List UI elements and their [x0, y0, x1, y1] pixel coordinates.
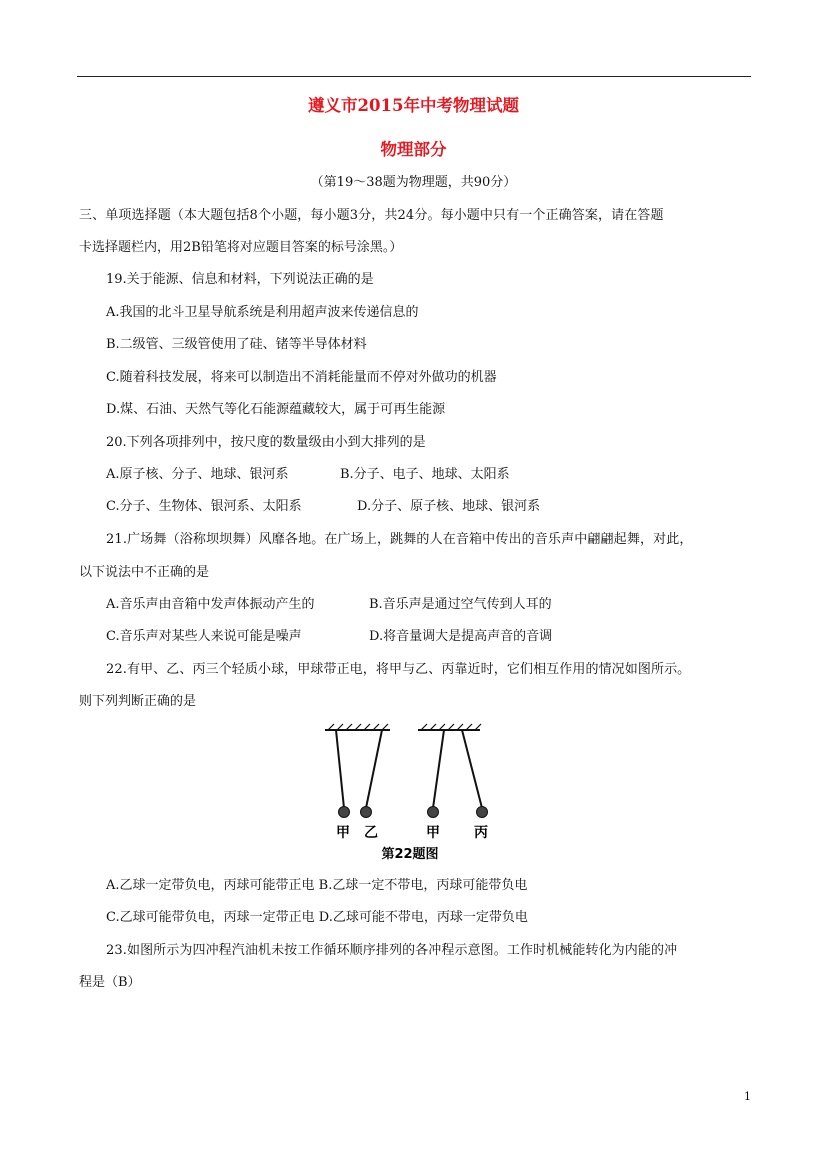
exam-title: 遵义市2015年中考物理试题 [308, 96, 519, 115]
ball-yi [361, 807, 372, 818]
q23-stem-line-2: 程是（B） [79, 975, 141, 990]
q22-stem-line-2: 则下列判断正确的是 [79, 694, 197, 709]
q19-option-a: A.我国的北斗卫星导航系统是利用超声波来传递信息的 [106, 305, 419, 320]
right-support-icon [418, 724, 481, 730]
q22-pendulum-figure [310, 718, 510, 868]
label-bing: 丙 [474, 825, 488, 841]
q22-stem-line-1: 22.有甲、乙、丙三个轻质小球，甲球带正电，将甲与乙、丙靠近时，它们相互作用的情况如图所示。 [106, 662, 691, 677]
page-number: 1 [744, 1090, 751, 1103]
q20-option-b: B.分子、电子、地球、太阳系 [340, 467, 510, 482]
label-jia-right: 甲 [426, 825, 440, 841]
label-jia-left: 甲 [336, 825, 350, 841]
left-support-icon [325, 724, 390, 730]
thread-bing [462, 730, 482, 808]
q21-option-b: B.音乐声是通过空气传到人耳的 [369, 597, 552, 612]
thread-jia-left [336, 730, 344, 808]
section-instruction-line-1: 三、单项选择题（本大题包括8个小题，每小题3分，共24分。每小题中只有一个正确答案，请在答题 [79, 208, 664, 223]
section-instruction-line-2: 卡选择题栏内，用2B铅笔将对应题目答案的标号涂黑。） [79, 240, 403, 255]
ball-jia-left [339, 807, 350, 818]
q20-option-c: C.分子、生物体、银河系、太阳系 [106, 499, 302, 514]
q19-option-d: D.煤、石油、天然气等化石能源蕴藏较大，属于可再生能源 [106, 402, 446, 417]
q20-option-a: A.原子核、分子、地球、银河系 [106, 467, 289, 482]
q22-options-ab: A.乙球一定带负电，丙球可能带正电 B.乙球一定不带电，丙球可能带负电 [106, 878, 528, 893]
q22-options-cd: C.乙球可能带负电，丙球一定带正电 D.乙球可能不带电，丙球一定带负电 [106, 910, 528, 925]
label-yi: 乙 [364, 825, 378, 841]
q19-stem: 19.关于能源、信息和材料，下列说法正确的是 [106, 272, 374, 287]
q20-option-d: D.分子、原子核、地球、银河系 [357, 499, 541, 514]
section-note: （第19～38题为物理题，共90分） [310, 175, 517, 190]
exam-subtitle: 物理部分 [380, 140, 447, 159]
q21-option-c: C.音乐声对某些人来说可能是噪声 [106, 629, 302, 644]
thread-jia-right [433, 730, 444, 808]
figure-caption: 第22题图 [381, 847, 439, 862]
q19-option-c: C.随着科技发展，将来可以制造出不消耗能量而不停对外做功的机器 [106, 370, 497, 385]
q21-stem-line-1: 21.广场舞（浴称坝坝舞）风靡各地。在广场上，跳舞的人在音箱中传出的音乐声中翩翩起舞，对此， [106, 532, 693, 547]
q21-option-a: A.音乐声由音箱中发声体振动产生的 [106, 597, 315, 612]
ball-jia-right [428, 807, 439, 818]
q23-stem-line-1: 23.如图所示为四冲程汽油机未按工作循环顺序排列的各冲程示意图。工作时机械能转化为内能的冲 [106, 943, 678, 958]
ball-bing [477, 807, 488, 818]
thread-yi [366, 730, 382, 808]
q21-option-d: D.将音量调大是提高声音的音调 [369, 629, 553, 644]
q21-stem-line-2: 以下说法中不正确的是 [79, 565, 210, 580]
q20-stem: 20.下列各项排列中，按尺度的数量级由小到大排列的是 [106, 435, 426, 450]
header-rule [77, 76, 751, 77]
q19-option-b: B.二级管、三级管使用了硅、锗等半导体材料 [106, 337, 367, 352]
